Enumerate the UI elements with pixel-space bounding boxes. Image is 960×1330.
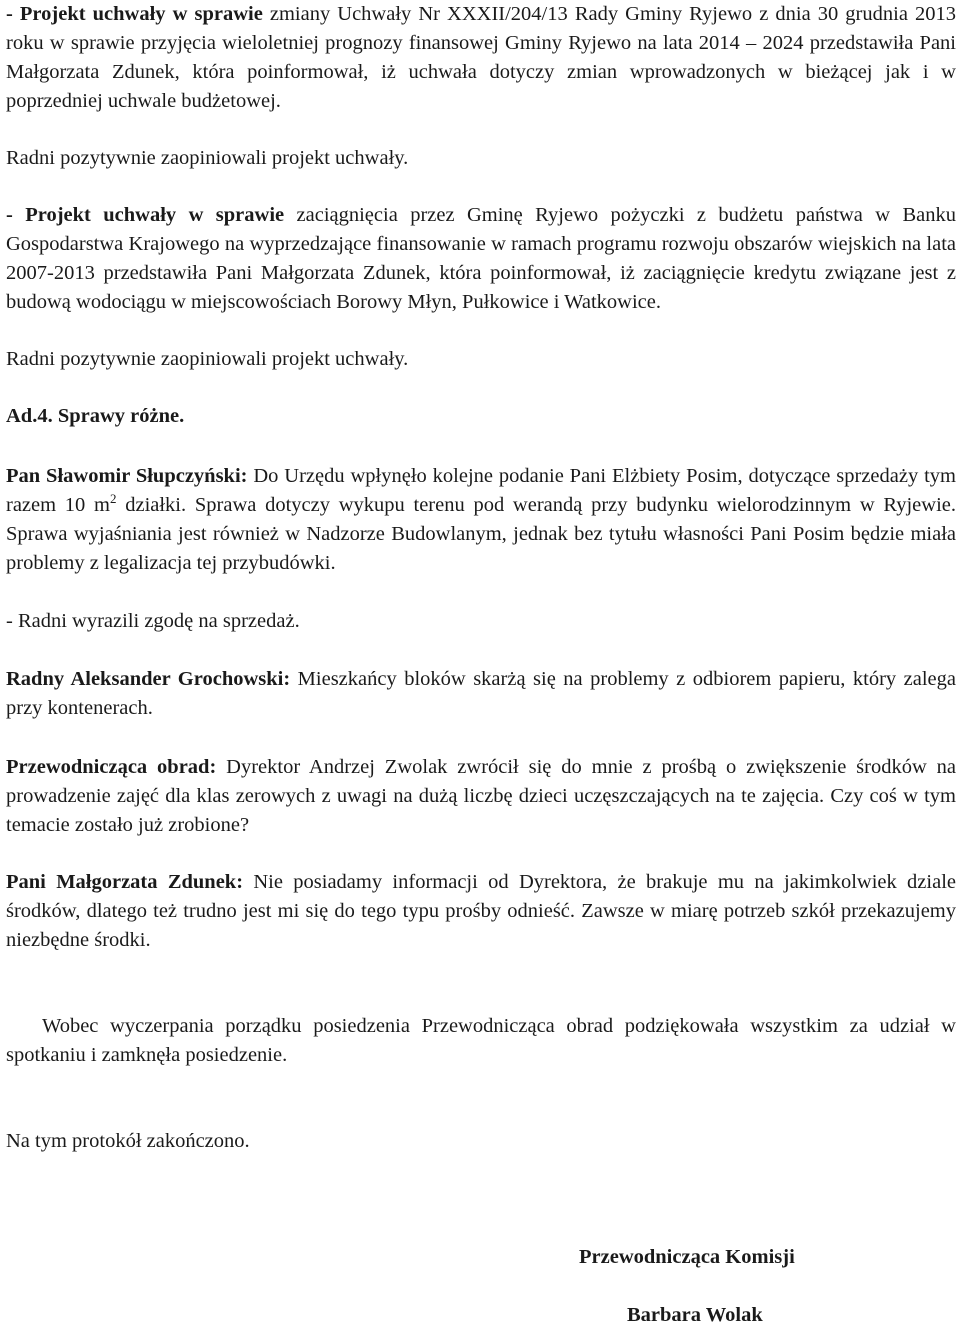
paragraph-resolution-wpf — [6, 0, 956, 116]
paragraph-slupczynski — [6, 462, 956, 578]
paragraph-text: Nie posiadamy informacji od Dyrektora, że brakuje mu na jakimkolwiek dziale środków, dlatego też trudno jest mi się do tego typu prośby odnieść. Zawsze w miarę potrzeb szkół przekazujemy niezbędne środki. — [6, 871, 956, 951]
paragraph-grochowski — [6, 665, 956, 723]
decision-statement: - Radni wyrazili zgodę na sprzedaż. — [6, 610, 300, 632]
paragraph-label: - Projekt uchwały w sprawie — [6, 3, 263, 25]
opinion-statement: Radni pozytywnie zaopiniowali projekt uchwały. — [6, 147, 409, 169]
signature-role: Przewodnicząca Komisji — [579, 1246, 795, 1268]
speaker-name: Pan Sławomir Słupczyński: — [6, 465, 248, 487]
document-page — [6, 0, 956, 1156]
paragraph-label: - Projekt uchwały w sprawie — [6, 204, 285, 226]
closing-paragraph: Wobec wyczerpania porządku posiedzenia Przewodnicząca obrad podziękowała wszystkim za udział w spotkaniu i zamknęła posiedzenie. — [6, 1015, 956, 1066]
paragraph-text: zmiany Uchwały Nr XXXII/204/13 Rady Gminy Ryjewo z dnia 30 grudnia 2013 roku w sprawie przyjęcia wieloletniej prognozy finansowej Gminy Ryjewo na lata 2014 – 2024 przedstawiła Pani Małgorzata Zdunek, która poinformował, iż uchwała dotyczy zmian wprowadzonych w bieżącej jak i w poprzedniej uchwale budżetowej. — [6, 3, 956, 112]
paragraph-text: Mieszkańcy bloków skarżą się na problemy z odbiorem papieru, który zalega przy kontenerach. — [6, 668, 956, 719]
paragraph-text: działki. Sprawa dotyczy wykupu terenu pod werandą przy budynku wielorodzinnym w Ryjewie. Sprawa wyjaśniania jest również w Nadzorze Budowlanym, jednak bez tytułu własności Pani Posim będzie miała problemy z legalizacja tej przybudówki. — [6, 494, 956, 574]
superscript: 2 — [109, 491, 117, 506]
signature-name: Barbara Wolak — [627, 1304, 763, 1326]
speaker-name: Przewodnicząca obrad: — [6, 756, 217, 778]
opinion-statement: Radni pozytywnie zaopiniowali projekt uchwały. — [6, 348, 409, 370]
paragraph-text: Do Urzędu wpłynęło kolejne podanie Pani Elżbiety Posim, dotyczące sprzedaży tym razem 10 m — [6, 465, 956, 516]
end-note: Na tym protokół zakończono. — [6, 1130, 250, 1152]
paragraph-text: Dyrektor Andrzej Zwolak zwrócił się do mnie z prośbą o zwiększenie środków na prowadzenie zajęć dla klas zerowych z uwagi na dużą liczbę dzieci uczęszczających na te zajęcia. Czy coś w tym temacie zostało już zrobione? — [6, 756, 956, 836]
paragraph-chairwoman — [6, 753, 956, 840]
paragraph-zdunek — [6, 868, 956, 955]
speaker-name: Pani Małgorzata Zdunek: — [6, 871, 244, 893]
section-heading: Ad.4. Sprawy różne. — [6, 405, 185, 427]
speaker-name: Radny Aleksander Grochowski: — [6, 668, 291, 690]
paragraph-resolution-loan — [6, 201, 956, 317]
paragraph-text: zaciągnięcia przez Gminę Ryjewo pożyczki z budżetu państwa w Banku Gospodarstwa Krajowego na wyprzedzające finansowanie w ramach programu rozwoju obszarów wiejskich na lata 2007-2013 przedstawiła Pani Małgorzata Zdunek, która poinformował, iż zaciągnięcie kredytu związane jest z budową wodociągu w miejscowościach Borowy Młyn, Pułkowice i Watkowice. — [6, 204, 957, 313]
